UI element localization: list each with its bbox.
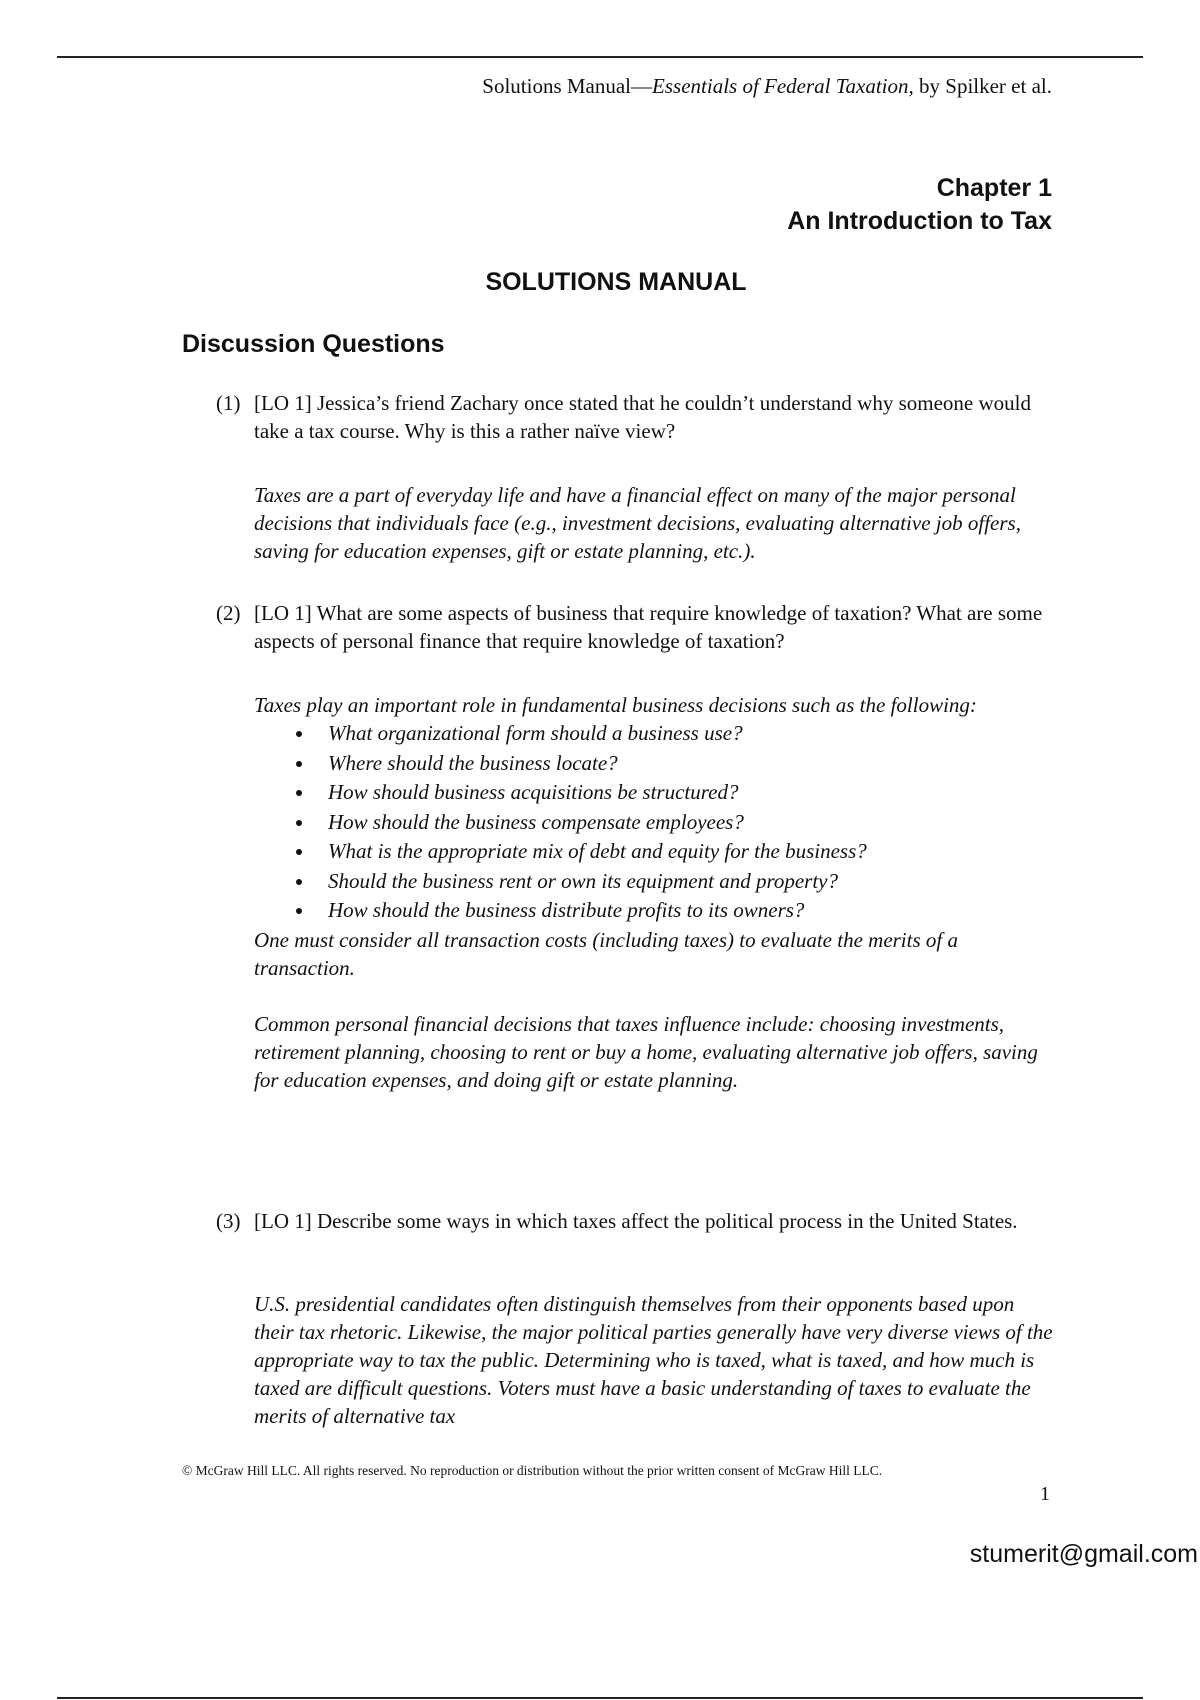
- question-text: [LO 1] Describe some ways in which taxes affect the political process in the United States.: [254, 1209, 1018, 1233]
- question-number: (3): [216, 1209, 241, 1233]
- book-title: Essentials of Federal Taxation,: [652, 74, 914, 98]
- chapter-title: An Introduction to Tax: [787, 207, 1052, 235]
- running-head-authors: by Spilker et al.: [913, 74, 1052, 98]
- question-2: [216, 599, 1056, 655]
- list-item: How should the business compensate employees?: [254, 808, 1056, 838]
- question-text: [LO 1] What are some aspects of business that require knowledge of taxation? What are some aspects of personal finance that require knowledge of taxation?: [254, 601, 1043, 653]
- section-heading: Discussion Questions: [182, 330, 445, 358]
- list-item: What organizational form should a business use?: [254, 719, 1056, 749]
- question-text: [LO 1] Jessica’s friend Zachary once stated that he couldn’t understand why someone would take a tax course. Why is this a rather naïve view?: [254, 391, 1031, 443]
- list-item: How should the business distribute profits to its owners?: [254, 896, 1056, 926]
- business-decisions-list: [254, 719, 1056, 926]
- list-item: How should business acquisitions be structured?: [254, 778, 1056, 808]
- list-item: Where should the business locate?: [254, 749, 1056, 779]
- chapter-heading: [787, 172, 1052, 238]
- question-1: [216, 389, 1056, 445]
- bottom-rule: [57, 1697, 1143, 1699]
- answer-2: [216, 691, 1056, 1094]
- answer-3: [216, 1290, 1056, 1430]
- running-head-prefix: Solutions Manual—: [482, 74, 653, 98]
- list-item: Should the business rent or own its equipment and property?: [254, 867, 1056, 897]
- answer-personal-finance: Common personal financial decisions that taxes influence include: choosing investments, retirement planning, choosing to rent or buy a home, evaluating alternative job offers, saving for education expenses, and doing gift or estate planning.: [254, 1011, 1038, 1092]
- question-number: (1): [216, 391, 241, 415]
- list-item: What is the appropriate mix of debt and equity for the business?: [254, 837, 1056, 867]
- top-rule: [57, 56, 1143, 58]
- answer-conclusion: One must consider all transaction costs (including taxes) to evaluate the merits of a transaction.: [254, 927, 958, 980]
- running-head: [482, 74, 1052, 99]
- answer-text: U.S. presidential candidates often distinguish themselves from their opponents based upon their tax rhetoric. Likewise, the major political parties generally have very diverse views of the appropriate way to tax the public. Determining who is taxed, what is taxed, and how much is taxed are difficult questions. Voters must have a basic understanding of taxes to evaluate the merits of alternative tax: [254, 1292, 1053, 1428]
- answer-text: Taxes are a part of everyday life and have a financial effect on many of the major personal decisions that individuals face (e.g., investment decisions, evaluating alternative job offers, saving for education expenses, gift or estate planning, etc.).: [254, 483, 1021, 563]
- answer-intro: Taxes play an important role in fundamental business decisions such as the following:: [254, 693, 977, 717]
- question-number: (2): [216, 601, 241, 625]
- copyright-notice: © McGraw Hill LLC. All rights reserved. No reproduction or distribution without the prior written consent of McGraw Hill LLC.: [182, 1463, 883, 1478]
- manual-title: SOLUTIONS MANUAL: [485, 268, 747, 296]
- watermark-email: stumerit@gmail.com: [969, 1540, 1198, 1568]
- answer-1: [216, 481, 1056, 565]
- page-number: 1: [1040, 1483, 1050, 1505]
- chapter-number: Chapter 1: [936, 174, 1052, 202]
- question-3: [216, 1207, 1056, 1235]
